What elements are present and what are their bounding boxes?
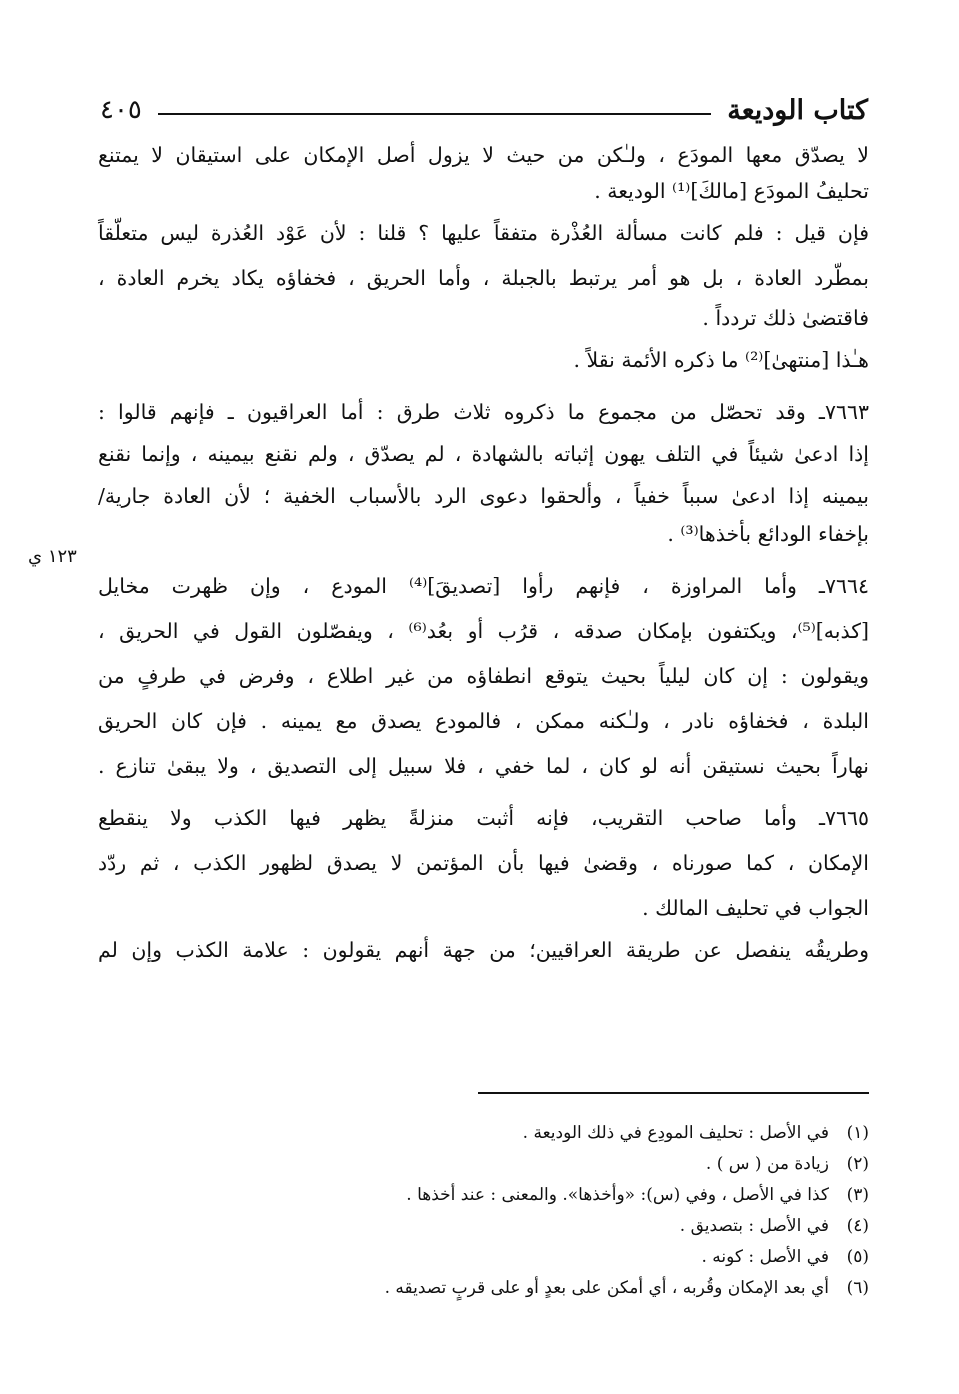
- footnote-number: (٥): [846, 1247, 869, 1267]
- footnote-item: [269, 1118, 869, 1149]
- footnote-text: في الأصل : كونه .: [701, 1247, 829, 1267]
- text-line: [كذبه]⁽⁵⁾، ويكتفون بإمكان صدقه ، قرُب أو بعُد⁽⁶⁾ ، ويفصّلون القول في الحريق ،: [98, 619, 869, 643]
- text-line: ويقولون : إن كان ليلياً بحيث يتوقع انطفاؤه من غير اطلاع ، وفرض في طرفٍ من: [98, 664, 869, 688]
- text-line: إذا ادعىٰ شيئاً في التلف يهون إثباته بالشهادة ، لم يصدّق ، ولم نقنع بيمينه ، وإنما نقنع: [98, 442, 869, 466]
- footnote-text: زيادة من ( س ) .: [705, 1154, 829, 1174]
- footnote-text: في الأصل : بتصديق .: [679, 1216, 829, 1236]
- footnote-number: (٦): [846, 1278, 869, 1298]
- footnote-item: [269, 1242, 869, 1273]
- header-rule: [158, 113, 711, 115]
- chapter-title: كتاب الوديعة: [727, 94, 868, 126]
- footnote-text: في الأصل : تحليف المودِع في ذلك الوديعة .: [522, 1123, 829, 1143]
- text-line: هـٰذا [منتهىٰ]⁽²⁾ ما ذكره الأئمة نقلاً .: [573, 348, 869, 372]
- footnote-number: (١): [846, 1123, 869, 1143]
- text-line: نهاراً بحيث نستيقن أنه لو كان ، لما خفي ، فلا سبيل إلى التصديق ، ولا يبقىٰ تنازع .: [98, 754, 869, 778]
- text-line: تحليفُ المودَع [مالكَ]⁽¹⁾ الوديعة .: [594, 179, 869, 203]
- text-line: لا يصدّق معها المودَع ، ولـٰكن من حيث لا يزول أصل الإمكان على استيقان لا يمتنع: [98, 143, 869, 167]
- main-text: [98, 140, 869, 965]
- text-line: البلدة ، فخفاؤه نادر ، ولـٰكنه ممكن ، فالمودع يصدق مع يمينه . فإن كان الحريق: [98, 709, 869, 733]
- text-line: ٧٦٦٣ـ وقد تحصّل من مجموع ما ذكروه ثلاث طرق : أما العراقيون ـ فإنهم قالوا :: [98, 400, 869, 424]
- text-line: وطريقُه ينفصل عن طريقة العراقيين؛ من جهة أنهم يقولون : علامة الكذب وإن لم: [98, 938, 869, 962]
- footnote-number: (٢): [846, 1154, 869, 1174]
- text-line: فاقتضىٰ ذلك تردداً .: [702, 306, 869, 330]
- footnote-item: [269, 1149, 869, 1180]
- footnote-text: كذا في الأصل ، وفي (س): «وأخذها». والمعنى : عند أخذها .: [406, 1185, 829, 1205]
- text-line: بمطّرد العادة ، بل هو أمر يرتبط بالجبلة ، وأما الحريق ، فخفاؤه يكاد يخرم العادة ،: [98, 266, 869, 290]
- text-line: بإخفاء الودائع بأخذها⁽³⁾ .: [667, 522, 869, 546]
- footnote-item: [269, 1211, 869, 1242]
- text-line: بيمينه إذا ادعىٰ سبباً خفياً ، وألحقوا دعوى الرد بالأسباب الخفية ؛ لأن العادة جارية/: [98, 484, 869, 508]
- page-number: ٤٠٥: [100, 95, 142, 125]
- footnote-item: [269, 1180, 869, 1211]
- text-line: فإن قيل : فلم كانت مسألة العُذْرة متفقاً عليها ؟ قلنا : لأن عَوْد العُذرة ليس متعلّقاً: [98, 221, 869, 245]
- text-line: ٧٦٦٥ـ وأما صاحب التقريب، فإنه أثبت منزلةً يظهر فيها الكذب ولا ينقطع: [98, 806, 869, 830]
- page-header: [100, 90, 868, 130]
- footnote-item: [269, 1273, 869, 1304]
- footnote-text: أي بعد الإمكان وقُربه ، أي أمكن على بعدٍ أو على قربٍ تصديقه .: [384, 1278, 829, 1298]
- margin-folio-note: ١٢٣ ي: [28, 546, 77, 567]
- text-line: الجواب في تحليف المالك .: [642, 896, 869, 920]
- text-line: الإمكان ، كما صورناه ، وقضىٰ فيها بأن المؤتمن لا يصدق لظهور الكذب ، ثم ردّد: [98, 851, 869, 875]
- footnote-separator: [478, 1092, 869, 1094]
- footnote-number: (٣): [846, 1185, 869, 1205]
- text-line: ٧٦٦٤ـ وأما المراوزة ، فإنهم رأوا [تصديقَ]⁽⁴⁾ المودع ، وإن ظهرت مخايل: [98, 574, 869, 598]
- footnotes: [269, 1118, 869, 1304]
- footnote-number: (٤): [846, 1216, 869, 1236]
